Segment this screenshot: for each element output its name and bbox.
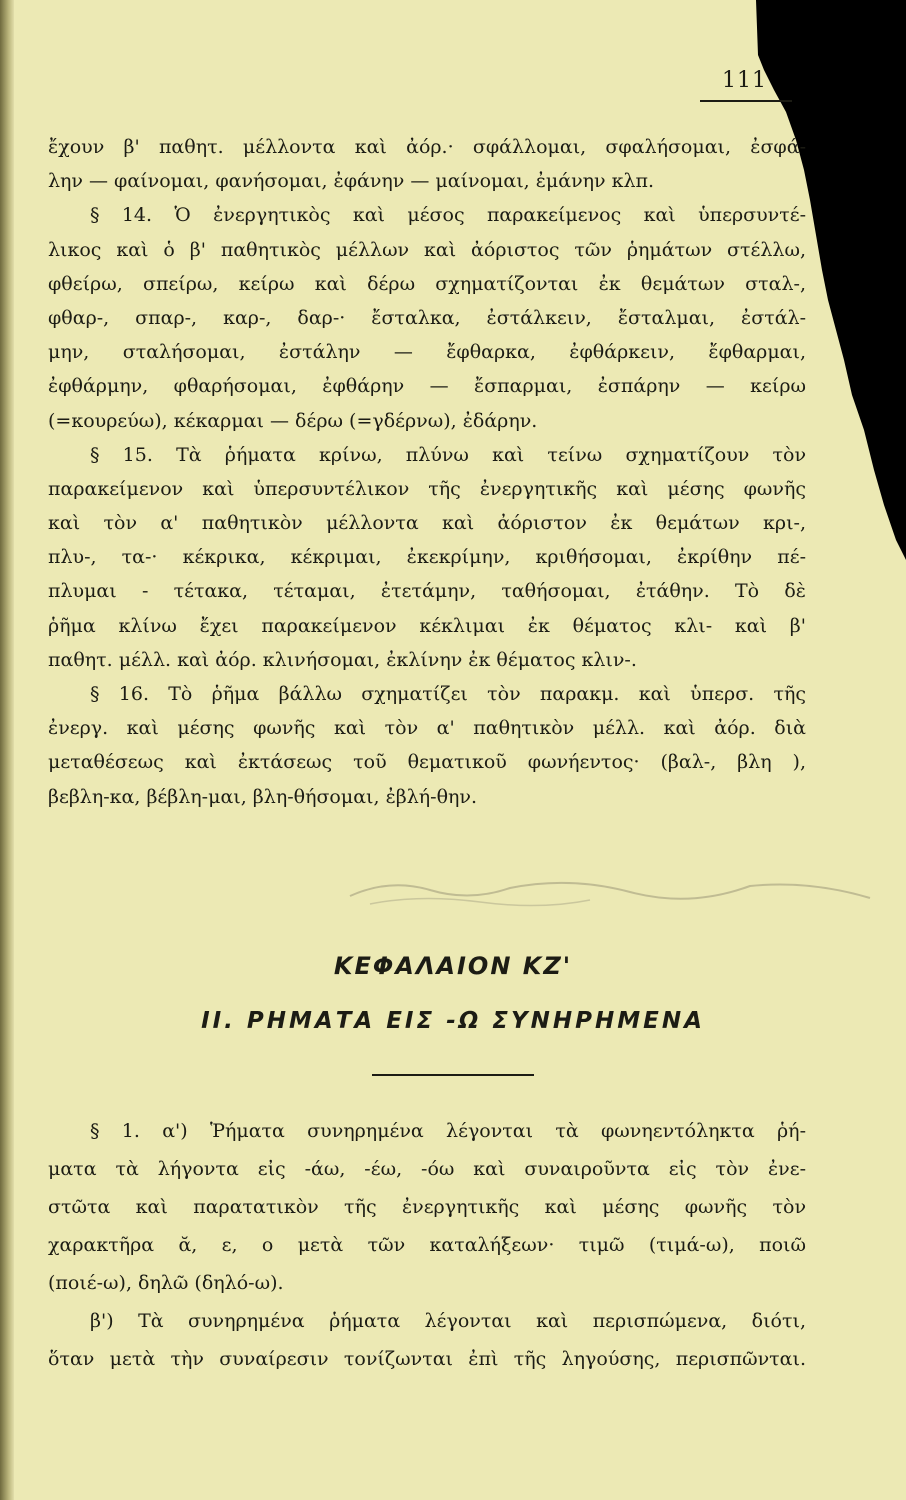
chapter-title: ΚΕΦΑΛΑΙΟΝ ΚΖ' bbox=[333, 952, 573, 980]
text-line: ματα τὰ λήγοντα εἰς -άω, -έω, -όω καὶ συναιροῦντα εἰς τὸν ἐνε- bbox=[48, 1158, 806, 1180]
text-line: παρακείμενον καὶ ὑπερσυντέλικον τῆς ἐνεργητικῆς καὶ μέσης φωνῆς bbox=[48, 477, 806, 500]
book-binding-edge bbox=[0, 0, 14, 1500]
text-line: στῶτα καὶ παρατατικὸν τῆς ἐνεργητικῆς καὶ μέσης φωνῆς τὸν bbox=[48, 1196, 806, 1218]
text-line: (=κουρεύω), κέκαρμαι — δέρω (=γδέρνω), ἐδάρην. bbox=[48, 409, 538, 432]
paragraph-section-14 bbox=[48, 198, 806, 437]
text-line: β') Τὰ συνηρημένα ῥήματα λέγονται καὶ περισπώμενα, διότι, bbox=[90, 1310, 806, 1332]
text-line: ὅταν μετὰ τὴν συναίρεσιν τονίζωνται ἐπὶ τῆς ληγούσης, περισπῶνται. bbox=[48, 1348, 806, 1370]
text-line: φθαρ-, σπαρ-, καρ-, δαρ-· ἔσταλκα, ἐστάλκειν, ἔσταλμαι, ἐστάλ- bbox=[48, 306, 806, 329]
text-line: καὶ τὸν α' παθητικὸν μέλλοντα καὶ ἀόριστον ἐκ θεμάτων κρι-, bbox=[48, 512, 806, 535]
chapter-subtitle: ΙΙ. ΡΗΜΑΤΑ ΕΙΣ -Ω ΣΥΝΗΡΗΜΕΝΑ bbox=[201, 1008, 705, 1034]
text-line: πλυμαι - τέτακα, τέταμαι, ἐτετάμην, ταθήσομαι, ἐτάθην. Τὸ δὲ bbox=[48, 580, 806, 603]
text-line: ἔχουν β' παθητ. μέλλοντα καὶ ἀόρ.· σφάλλομαι, σφαλήσομαι, ἐσφά- bbox=[48, 136, 806, 158]
text-line: βεβλη-κα, βέβλη-μαι, βλη-θήσομαι, ἐβλή-θην. bbox=[48, 785, 478, 808]
text-line: ἐφθάρμην, φθαρήσομαι, ἐφθάρην — ἔσπαρμαι, ἐσπάρην — κείρω bbox=[48, 375, 806, 398]
chapter-rule bbox=[372, 1074, 534, 1076]
text-line: λικος καὶ ὁ β' παθητικὸς μέλλων καὶ ἀόριστος τῶν ῥημάτων στέλλω, bbox=[48, 238, 806, 261]
body-text-lower bbox=[48, 1112, 806, 1378]
paragraph-section-1b bbox=[48, 1302, 806, 1378]
page-number: 111 bbox=[722, 68, 767, 93]
text-line: παθητ. μέλλ. καὶ ἀόρ. κλινήσομαι, ἐκλίνην ἐκ θέματος κλιν-. bbox=[48, 648, 637, 671]
text-line: § 1. α') Ῥήματα συνηρημένα λέγονται τὰ φωνηεντόληκτα ῥή- bbox=[90, 1120, 806, 1142]
text-line: μεταθέσεως καὶ ἐκτάσεως τοῦ θεματικοῦ φωνήεντος· (βαλ-, βλη ), bbox=[48, 751, 806, 774]
paragraph-continuation bbox=[48, 130, 806, 198]
page-number-rule bbox=[700, 100, 792, 102]
text-line: ἐνεργ. καὶ μέσης φωνῆς καὶ τὸν α' παθητικὸν μέλλ. καὶ ἀόρ. διὰ bbox=[48, 717, 806, 740]
text-line: φθείρω, σπείρω, κείρω καὶ δέρω σχηματίζονται ἐκ θεμάτων σταλ-, bbox=[48, 272, 806, 295]
text-line: (ποιέ-ω), δηλῶ (δηλό-ω). bbox=[48, 1272, 284, 1294]
paragraph-section-1a bbox=[48, 1112, 806, 1302]
text-line: ῥῆμα κλίνω ἔχει παρακείμενον κέκλιμαι ἐκ θέματος κλι- καὶ β' bbox=[48, 614, 806, 637]
text-line: § 15. Τὰ ῥήματα κρίνω, πλύνω καὶ τείνω σχηματίζουν τὸν bbox=[90, 443, 806, 466]
text-line: μην, σταλήσομαι, ἐστάλην — ἔφθαρκα, ἐφθάρκειν, ἔφθαρμαι, bbox=[48, 341, 806, 364]
text-line: χαρακτῆρα ᾰ, ε, ο μετὰ τῶν καταλήξεων· τιμῶ (τιμά-ω), ποιῶ bbox=[48, 1234, 806, 1256]
paragraph-section-15 bbox=[48, 438, 806, 677]
text-line: πλυ-, τα-· κέκρικα, κέκριμαι, ἐκεκρίμην, κριθήσομαι, ἐκρίθην πέ- bbox=[48, 546, 806, 569]
text-line: § 16. Τὸ ῥῆμα βάλλω σχηματίζει τὸν παρακμ. καὶ ὑπερσ. τῆς bbox=[90, 683, 806, 705]
text-line: § 14. Ὁ ἐνεργητικὸς καὶ μέσος παρακείμενος καὶ ὑπερσυντέ- bbox=[90, 204, 806, 227]
text-line: λην — φαίνομαι, φανήσομαι, ἐφάνην — μαίνομαι, ἐμάνην κλπ. bbox=[48, 170, 655, 193]
pencil-scribble bbox=[330, 858, 890, 918]
body-text-upper bbox=[48, 130, 806, 814]
paragraph-section-16 bbox=[48, 677, 806, 814]
